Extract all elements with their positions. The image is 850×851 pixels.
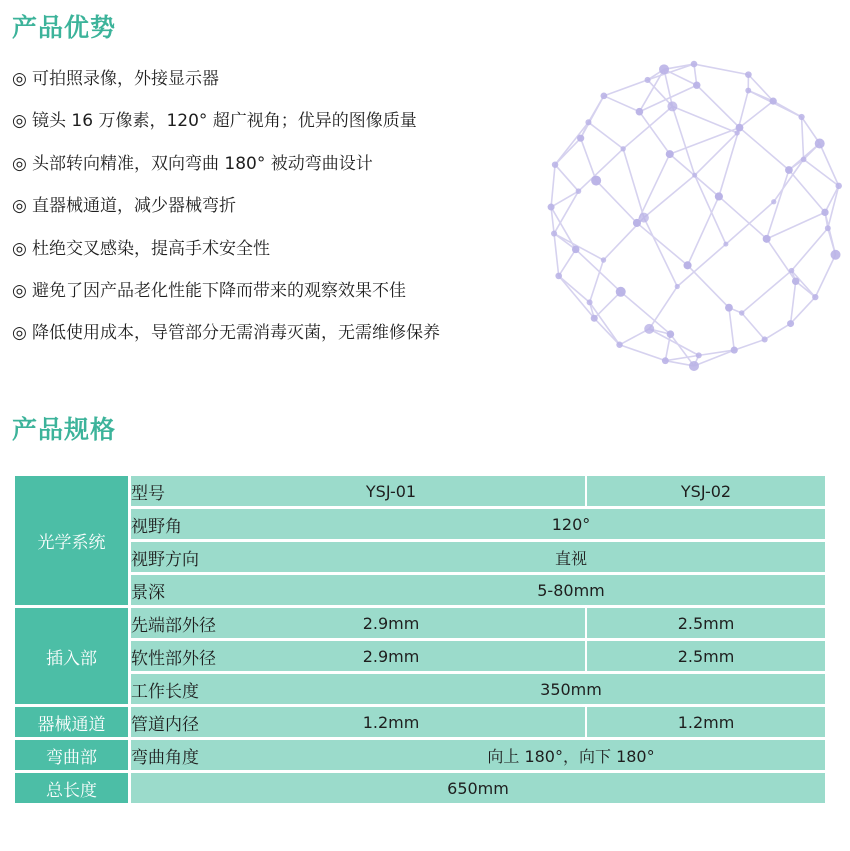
sphere-node xyxy=(812,294,818,300)
sphere-node xyxy=(587,299,593,305)
sphere-node xyxy=(636,108,644,116)
sphere-edge xyxy=(694,64,748,75)
sphere-node xyxy=(696,352,702,358)
sphere-node xyxy=(715,192,723,200)
table-row xyxy=(15,575,825,608)
sphere-edge xyxy=(576,249,621,291)
param-cell: 景深 xyxy=(131,575,317,608)
sphere-node xyxy=(692,173,697,178)
sphere-edge xyxy=(664,69,697,85)
sphere-edge xyxy=(581,138,597,180)
sphere-node xyxy=(644,324,654,334)
value-cell-bend-angle: 向上 180°，向下 180° xyxy=(317,740,825,773)
sphere-node xyxy=(577,135,584,142)
sphere-edge xyxy=(588,122,623,148)
sphere-edge xyxy=(554,234,603,260)
sphere-edge xyxy=(649,329,699,355)
value-cell-tip-od-2: 2.5mm xyxy=(587,608,825,641)
double-circle-icon: ◎ xyxy=(12,111,27,132)
sphere-edge xyxy=(623,149,644,218)
advantage-item xyxy=(12,62,440,104)
sphere-node xyxy=(572,246,579,253)
sphere-edge xyxy=(672,106,737,132)
sphere-node xyxy=(548,204,555,211)
sphere-edge xyxy=(639,112,669,154)
sphere-node xyxy=(591,315,598,322)
sphere-edge xyxy=(644,175,695,217)
param-cell: 视野角 xyxy=(131,509,317,542)
sphere-node xyxy=(725,304,733,312)
advantage-text: 可拍照录像，外接显示器 xyxy=(32,69,219,89)
sphere-node xyxy=(745,71,752,78)
value-text: 2.9mm xyxy=(362,646,420,666)
sphere-edge xyxy=(802,117,804,159)
sphere-edge xyxy=(604,96,640,112)
value-text: YSJ-01 xyxy=(365,481,417,501)
sphere-node xyxy=(770,98,777,105)
value-cell-working-length: 350mm xyxy=(317,674,825,707)
advantage-text: 避免了因产品老化性能下降而带来的观察效果不佳 xyxy=(32,280,406,301)
sphere-edge xyxy=(697,85,740,127)
sphere-edge xyxy=(555,122,588,164)
sphere-node xyxy=(815,138,825,148)
sphere-edge xyxy=(590,260,604,302)
sphere-edge xyxy=(767,212,825,238)
value-cell-total-length: 650mm xyxy=(131,773,825,806)
sphere-edge xyxy=(594,318,619,344)
sphere-edge xyxy=(729,308,734,350)
sphere-edge xyxy=(791,297,816,323)
advantage-item xyxy=(12,104,440,146)
sphere-edge xyxy=(765,324,791,340)
param-cell: 管道内径 xyxy=(131,707,317,740)
param-cell: 视野方向 xyxy=(131,542,317,575)
sphere-edge xyxy=(559,276,590,302)
sphere-edge xyxy=(637,223,688,265)
param-cell: 软性部外径 xyxy=(131,641,317,674)
sphere-edge xyxy=(665,355,698,360)
value-text: 1.2mm xyxy=(362,712,420,732)
sphere-edge xyxy=(554,234,576,250)
sphere-node xyxy=(600,92,607,99)
double-circle-icon: ◎ xyxy=(12,153,27,174)
sphere-edge xyxy=(604,80,648,96)
sphere-edge xyxy=(792,228,828,270)
advantage-item xyxy=(12,316,440,358)
sphere-edge xyxy=(767,239,796,281)
sphere-nodes xyxy=(548,61,842,371)
spec-table xyxy=(15,476,825,806)
sphere-edge xyxy=(791,281,796,323)
advantage-item xyxy=(12,274,440,316)
advantage-text: 直器械通道，减少器械弯折 xyxy=(32,196,236,217)
value-cell-model-2: YSJ-02 xyxy=(587,476,825,509)
sphere-edge xyxy=(559,276,595,318)
sphere-edge xyxy=(594,292,620,318)
double-circle-icon: ◎ xyxy=(12,280,27,301)
sphere-node xyxy=(585,119,591,125)
table-row xyxy=(15,608,825,641)
advantage-item xyxy=(12,189,440,231)
group-cell-optics: 光学系统 xyxy=(15,476,131,608)
sphere-node xyxy=(684,261,692,269)
advantages-list xyxy=(12,62,440,359)
double-circle-icon: ◎ xyxy=(12,196,27,217)
sphere-edge xyxy=(555,165,578,191)
spec-table-container xyxy=(15,476,825,806)
specs-title: 产品规格 xyxy=(12,415,117,444)
sphere-node xyxy=(662,357,669,364)
sphere-node xyxy=(616,342,622,348)
table-row xyxy=(15,773,825,806)
value-cell-fov: 120° xyxy=(317,509,825,542)
sphere-node xyxy=(645,77,651,83)
sphere-edge xyxy=(559,249,576,275)
value-cell-soft-od-2: 2.5mm xyxy=(587,641,825,674)
advantage-text: 镜头 16 万像素，120° 超广视角；优异的图像质量 xyxy=(32,111,417,132)
double-circle-icon: ◎ xyxy=(12,238,27,259)
sphere-node xyxy=(785,166,793,174)
param-cell: 弯曲角度 xyxy=(131,740,317,773)
sphere-node xyxy=(731,346,738,353)
sphere-node xyxy=(666,150,674,158)
sphere-node xyxy=(675,284,680,289)
advantage-item xyxy=(12,232,440,274)
sphere-node xyxy=(736,124,744,132)
sphere-node xyxy=(792,277,800,285)
sphere-node xyxy=(639,213,649,223)
sphere-node xyxy=(745,88,751,94)
table-row xyxy=(15,740,825,773)
sphere-node xyxy=(762,336,768,342)
group-cell-total-length: 总长度 xyxy=(15,773,131,806)
sphere-node xyxy=(552,161,558,167)
sphere-node xyxy=(667,330,675,338)
param-cell: 工作长度 xyxy=(131,674,317,707)
sphere-node xyxy=(620,146,625,151)
value-text: 2.9mm xyxy=(362,613,420,633)
table-row xyxy=(15,542,825,575)
param-cell: 型号 xyxy=(131,476,317,509)
sphere-edge xyxy=(789,170,825,212)
sphere-node xyxy=(789,268,795,274)
sphere-node xyxy=(821,209,828,216)
sphere-edge xyxy=(623,106,672,148)
advantage-item xyxy=(12,147,440,189)
double-circle-icon: ◎ xyxy=(12,323,27,344)
group-cell-bending: 弯曲部 xyxy=(15,740,131,773)
sphere-node xyxy=(691,61,698,68)
sphere-edge xyxy=(620,345,666,361)
sphere-node xyxy=(801,157,807,163)
sphere-edge xyxy=(774,159,804,201)
sphere-edge xyxy=(748,91,773,102)
sphere-edge xyxy=(742,271,792,313)
table-row xyxy=(15,707,825,740)
sphere-edge xyxy=(734,339,764,350)
sphere-node xyxy=(723,242,728,247)
sphere-edge xyxy=(649,287,677,329)
sphere-node xyxy=(616,287,626,297)
sphere-edge xyxy=(719,196,767,238)
sphere-node xyxy=(667,101,677,111)
sphere-edge xyxy=(551,165,555,207)
sphere-edge xyxy=(554,234,559,276)
param-cell: 先端部外径 xyxy=(131,608,317,641)
group-cell-channel: 器械通道 xyxy=(15,707,131,740)
sphere-edge xyxy=(796,281,816,297)
advantages-title: 产品优势 xyxy=(12,13,117,42)
table-row xyxy=(15,641,825,674)
sphere-node xyxy=(787,320,794,327)
sphere-edge xyxy=(828,186,839,228)
sphere-node xyxy=(601,257,606,262)
sphere-edge xyxy=(648,64,694,80)
sphere-node xyxy=(551,230,557,236)
sphere-edge xyxy=(620,329,650,345)
value-cell-soft-od-1 xyxy=(317,641,587,674)
group-cell-insertion: 插入部 xyxy=(15,608,131,707)
value-cell-channel-2: 1.2mm xyxy=(587,707,825,740)
sphere-node xyxy=(825,225,831,231)
sphere-edge xyxy=(815,255,835,297)
value-cell-direction: 直视 xyxy=(317,542,825,575)
sphere-node xyxy=(659,64,669,74)
sphere-node xyxy=(555,273,562,280)
advantage-text: 降低使用成本，导管部分无需消毒灭菌，无需维修保养 xyxy=(32,323,440,344)
sphere-edge xyxy=(695,175,726,244)
network-sphere-graphic xyxy=(538,55,850,375)
value-cell-depth: 5-80mm xyxy=(317,575,825,608)
table-row xyxy=(15,476,825,509)
double-circle-icon: ◎ xyxy=(12,69,27,89)
sphere-edge xyxy=(588,96,603,122)
sphere-edge xyxy=(742,313,765,339)
sphere-edge xyxy=(596,181,637,223)
value-cell-model-1 xyxy=(317,476,587,509)
sphere-edge xyxy=(825,186,839,212)
sphere-node xyxy=(763,235,771,243)
value-cell-tip-od-1 xyxy=(317,608,587,641)
sphere-node xyxy=(798,114,804,120)
sphere-node xyxy=(835,183,841,189)
sphere-node xyxy=(591,176,601,186)
sphere-edge xyxy=(739,128,788,170)
sphere-node xyxy=(739,310,744,315)
sphere-edge xyxy=(719,128,740,197)
table-row xyxy=(15,509,825,542)
table-row xyxy=(15,674,825,707)
sphere-node xyxy=(693,82,700,89)
sphere-node xyxy=(831,250,841,260)
advantage-text: 杜绝交叉感染，提高手术安全性 xyxy=(32,238,270,259)
sphere-node xyxy=(576,188,582,194)
advantage-text: 头部转向精准，双向弯曲 180° 被动弯曲设计 xyxy=(32,153,373,174)
sphere-node xyxy=(771,199,776,204)
value-cell-channel-1 xyxy=(317,707,587,740)
sphere-node xyxy=(689,361,699,371)
